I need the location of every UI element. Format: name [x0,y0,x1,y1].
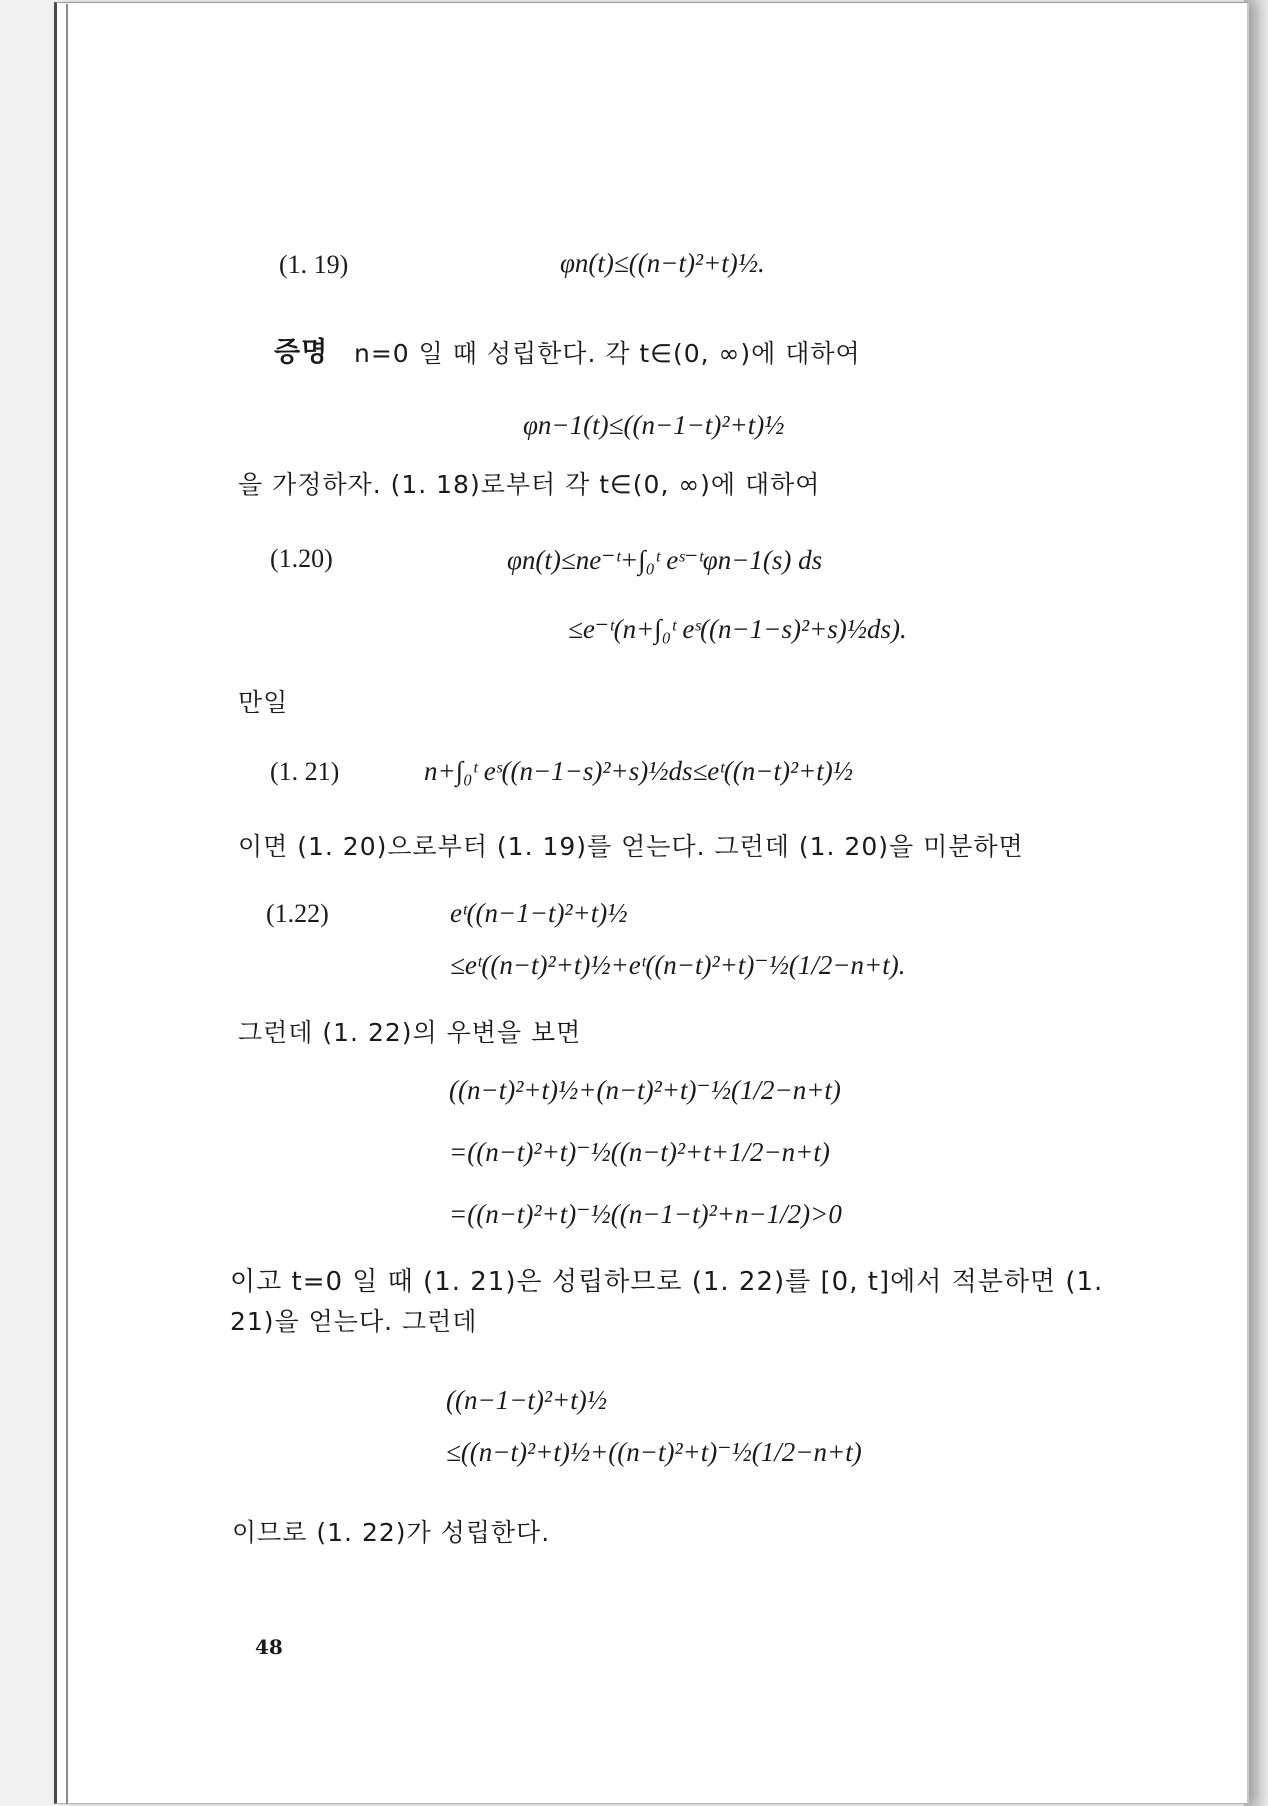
assumption-formula: φn−1(t)≤((n−1−t)²+t)½ [523,410,785,440]
equation-1-22-line1: eᵗ((n−1−t)²+t)½ [450,898,628,928]
page-number: 48 [255,1635,283,1659]
equation-1-19: φn(t)≤((n−t)²+t)½. [560,248,765,278]
rhs-line2: =((n−t)²+t)⁻½((n−t)²+t+1/2−n+t) [449,1137,830,1167]
rhs-line3: =((n−t)²+t)⁻½((n−1−t)²+n−1/2)>0 [449,1199,842,1229]
text-integrate-line2: 21)을 얻는다. 그런데 [230,1307,478,1336]
manil-text: 만일 [238,688,289,717]
equation-1-20-line1: φn(t)≤ne⁻ᵗ+∫₀ᵗ eˢ⁻ᵗφn−1(s) ds [507,545,823,575]
equation-label-1-19: (1. 19) [279,250,349,279]
text-rhs: 그런데 (1. 22)의 우변을 보면 [238,1018,582,1047]
proof-intro: n=0 일 때 성립한다. 각 t∈(0, ∞)에 대하여 [354,339,861,368]
equation-1-20-line2: ≤e⁻ᵗ(n+∫₀ᵗ eˢ((n−1−s)²+s)½ds). [568,614,907,644]
page-binding-edge [66,4,68,1804]
final-line2: ≤((n−t)²+t)½+((n−t)²+t)⁻½(1/2−n+t) [446,1437,862,1467]
proof-heading: 증명 [274,337,329,368]
equation-label-1-20: (1.20) [270,544,333,573]
equation-label-1-21: (1. 21) [270,757,340,786]
final-line1: ((n−1−t)²+t)½ [446,1385,607,1415]
equation-1-21: n+∫₀ᵗ eˢ((n−1−s)²+s)½ds≤eᵗ((n−t)²+t)½ [424,756,854,786]
text-after-1-21: 이면 (1. 20)으로부터 (1. 19)를 얻는다. 그런데 (1. 20)을 미분하면 [238,832,1024,861]
text-integrate-line1: 이고 t=0 일 때 (1. 21)은 성립하므로 (1. 22)를 [0, t]에서 적분하면 (1. [230,1267,1104,1297]
equation-label-1-22: (1.22) [266,899,329,928]
conclusion-text: 이므로 (1. 22)가 성립한다. [232,1518,551,1547]
rhs-line1: ((n−t)²+t)½+(n−t)²+t)⁻½(1/2−n+t) [449,1075,841,1105]
equation-1-22-line2: ≤eᵗ((n−t)²+t)½+eᵗ((n−t)²+t)⁻½(1/2−n+t). [450,950,906,980]
assume-text: 을 가정하자. (1. 18)로부터 각 t∈(0, ∞)에 대하여 [238,470,821,499]
